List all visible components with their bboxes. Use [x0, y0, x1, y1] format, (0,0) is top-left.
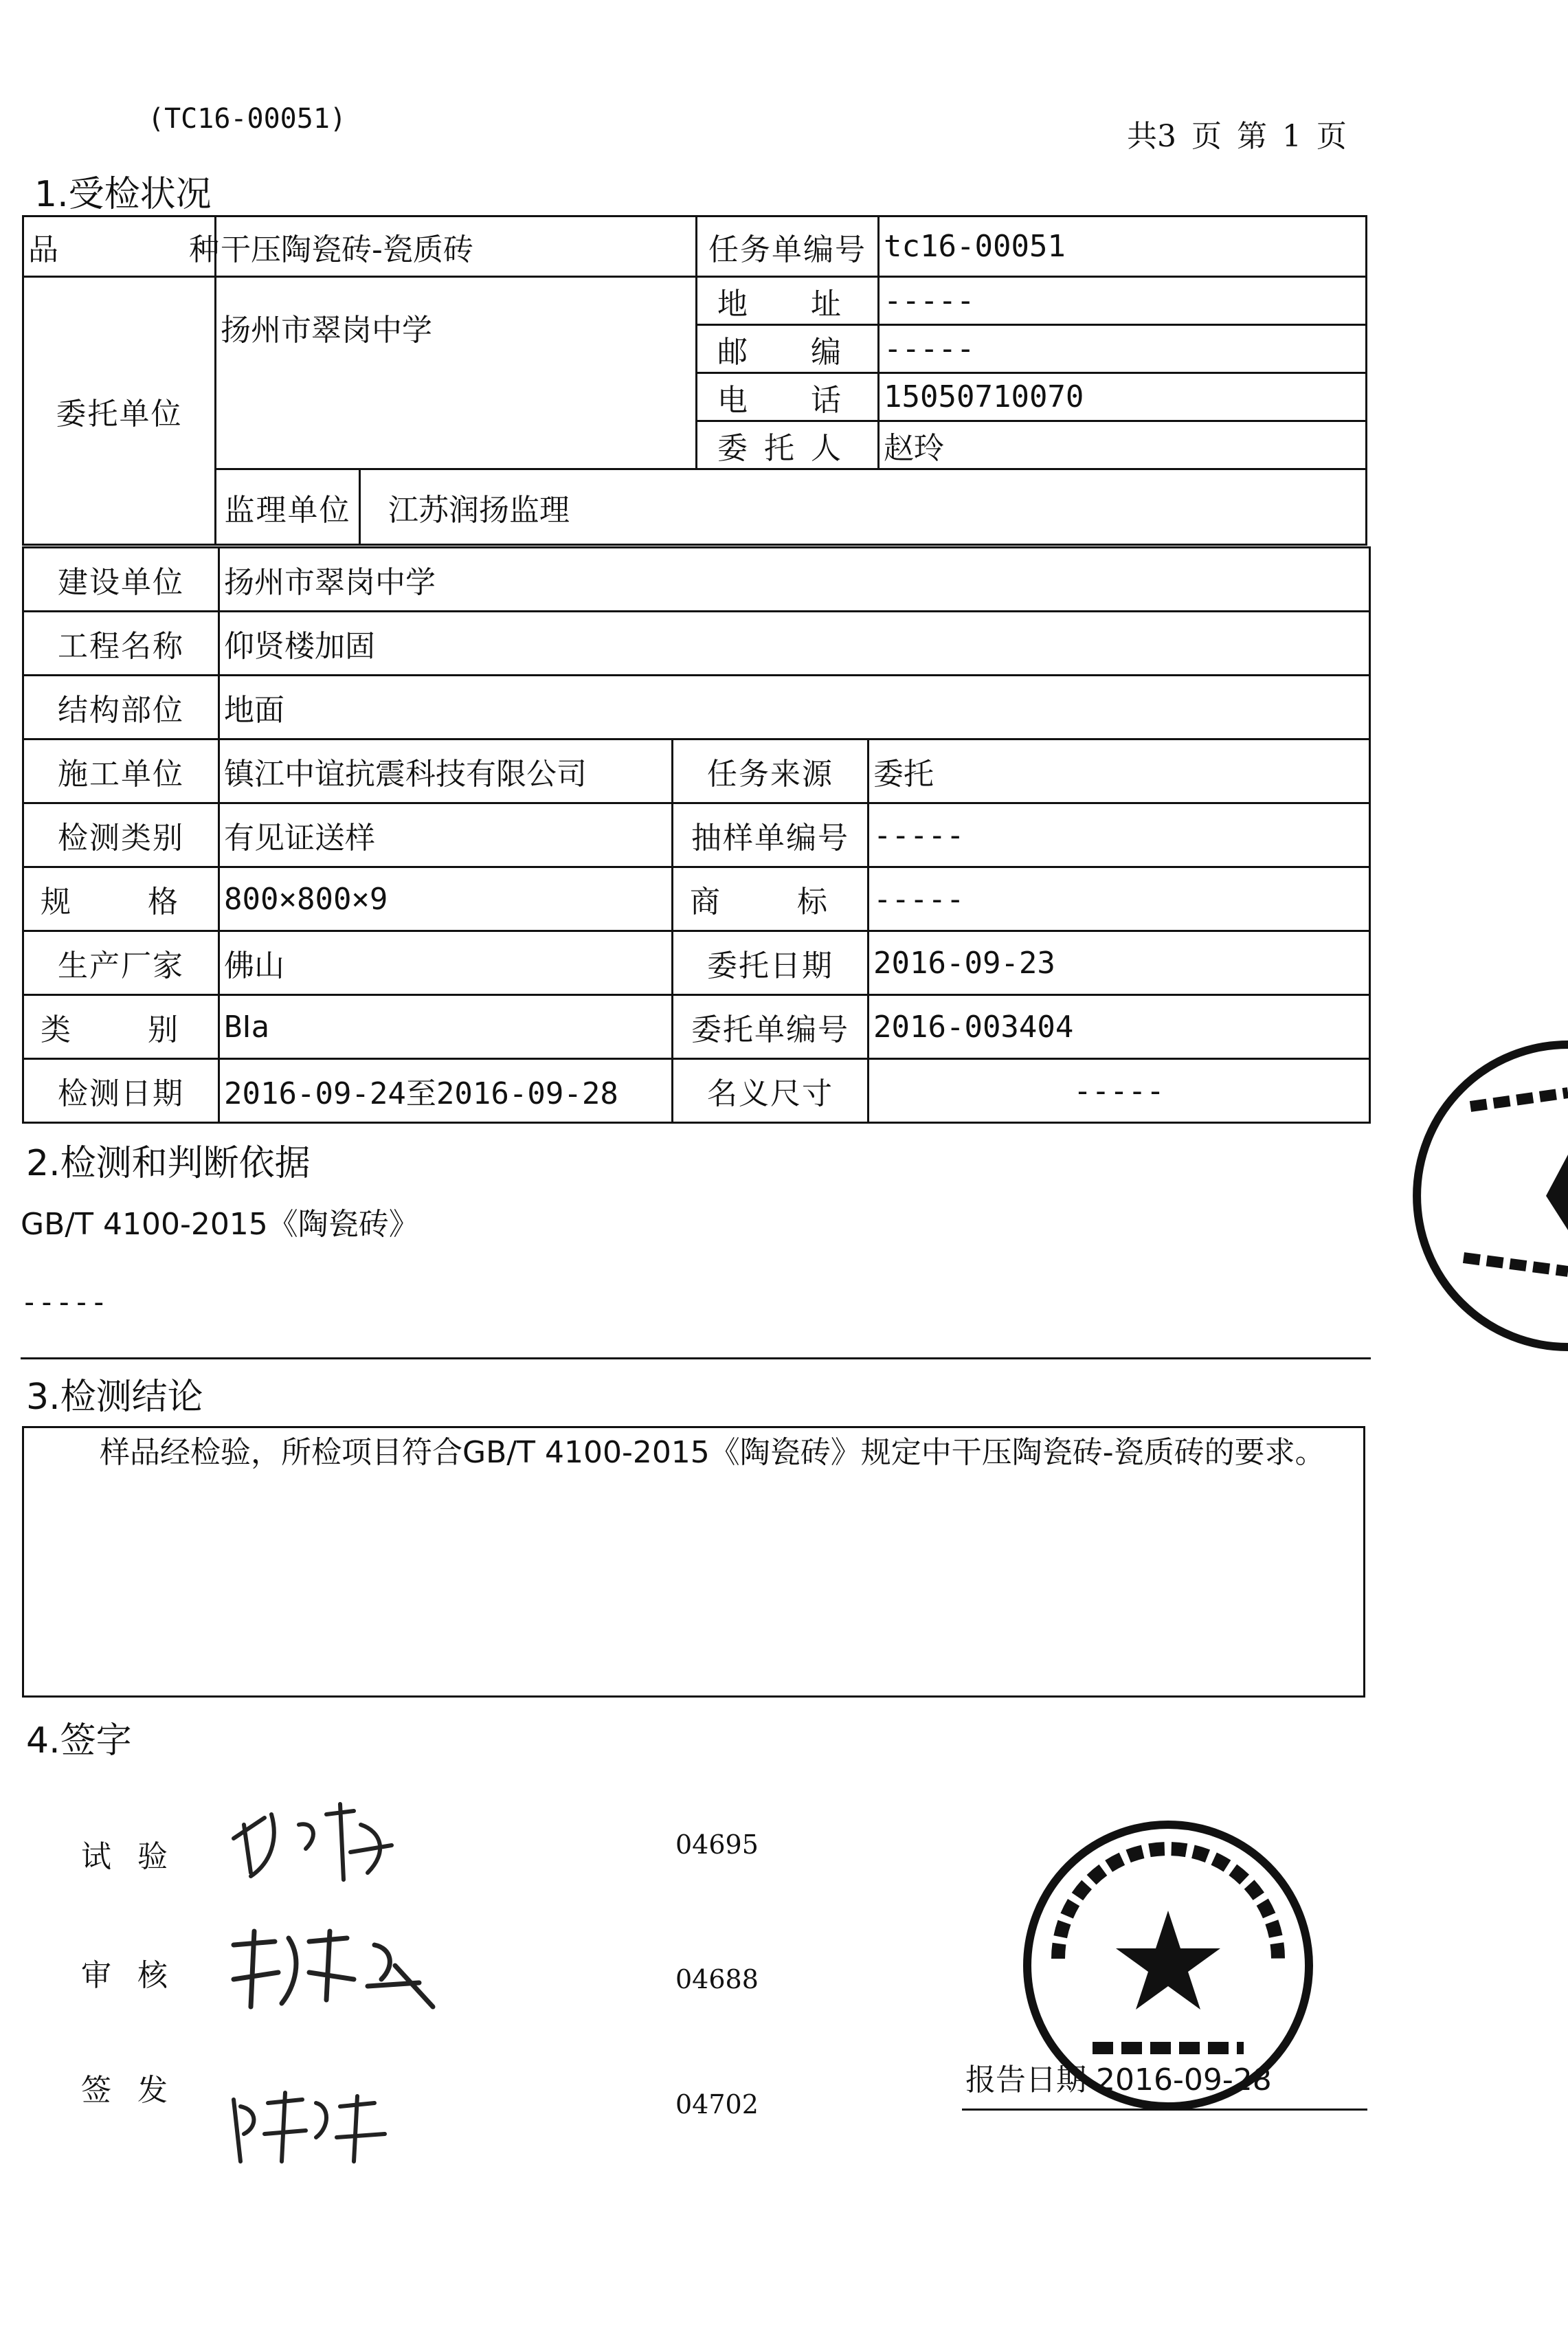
postcode-value: ----- [879, 325, 1367, 373]
entrust-date-label: 委托日期 [673, 931, 869, 995]
spec-label: 规 格 [23, 867, 219, 931]
section-2-title: 2.检测和判断依据 [26, 1143, 311, 1184]
test-type-value: 有见证送样 [219, 803, 673, 867]
category-label: 类 别 [23, 995, 219, 1059]
sample-no-value: ----- [869, 803, 1370, 867]
builder-value: 扬州市翠岗中学 [219, 548, 1370, 612]
task-no-value: tc16-00051 [879, 216, 1367, 277]
tester-number: 04695 [675, 1829, 759, 1860]
task-no-label: 任务单编号 [697, 216, 879, 277]
signature-issuer [227, 2086, 405, 2168]
client-label: 委托单位 [23, 277, 216, 545]
issuer-number: 04702 [675, 2089, 759, 2120]
brand-value: ----- [869, 867, 1370, 931]
sample-no-label: 抽样单编号 [673, 803, 869, 867]
test-date-label: 检测日期 [23, 1059, 219, 1123]
test-label: 试验 [81, 1839, 194, 1874]
official-seal [1017, 1814, 1319, 2117]
contractor-value: 镇江中谊抗震科技有限公司 [219, 739, 673, 803]
builder-label: 建设单位 [23, 548, 219, 612]
conclusion-box [22, 1426, 1365, 1698]
postcode-label: 邮 编 [697, 325, 879, 373]
partial-seal-margin [1443, 1031, 1568, 1361]
phone-label: 电 话 [697, 373, 879, 421]
supervisor-label: 监理单位 [216, 469, 360, 545]
address-value: ----- [879, 277, 1367, 325]
page-count: 共3 页 第 1 页 [1127, 119, 1347, 154]
entrust-no-label: 委托单编号 [673, 995, 869, 1059]
contractor-label: 施工单位 [23, 739, 219, 803]
project-label: 工程名称 [23, 612, 219, 676]
section-1-title: 1.受检状况 [34, 174, 212, 215]
section-3-title: 3.检测结论 [26, 1377, 203, 1418]
section-2-rule [21, 1357, 1371, 1359]
section-4-title: 4.签字 [26, 1720, 132, 1761]
maker-label: 生产厂家 [23, 931, 219, 995]
address-label: 地 址 [697, 277, 879, 325]
variety-value: 干压陶瓷砖-瓷质砖 [216, 216, 697, 277]
test-basis-extra: ----- [21, 1285, 108, 1319]
review-label: 审核 [81, 1958, 194, 1993]
inspection-table-bottom [22, 546, 1371, 1124]
issue-label: 签发 [81, 2073, 194, 2108]
spec-value: 800×800×9 [219, 867, 673, 931]
task-source-value: 委托 [869, 739, 1370, 803]
variety-label: 品 种 [23, 216, 216, 277]
client-value: 扬州市翠岗中学 [216, 277, 697, 469]
principal-label: 委托人 [697, 421, 879, 469]
signature-reviewer [227, 1917, 447, 2014]
conclusion-text: 样品经检验，所检项目符合GB/T 4100-2015《陶瓷砖》规定中干压陶瓷砖-瓷质砖的要求。 [100, 1435, 1325, 1470]
nominal-value: ----- [869, 1059, 1370, 1123]
phone-value: 15050710070 [879, 373, 1367, 421]
nominal-label: 名义尺寸 [673, 1059, 869, 1123]
test-basis: GB/T 4100-2015《陶瓷砖》 [21, 1207, 419, 1242]
part-label: 结构部位 [23, 676, 219, 739]
supervisor-value: 江苏润扬监理 [360, 469, 1367, 545]
test-date-value: 2016-09-24至2016-09-28 [219, 1059, 673, 1123]
reviewer-number: 04688 [675, 1964, 759, 1994]
project-value: 仰贤楼加固 [219, 612, 1370, 676]
part-value: 地面 [219, 676, 1370, 739]
task-source-label: 任务来源 [673, 739, 869, 803]
maker-value: 佛山 [219, 931, 673, 995]
entrust-date-value: 2016-09-23 [869, 931, 1370, 995]
principal-value: 赵玲 [879, 421, 1367, 469]
inspection-table-top [22, 215, 1367, 546]
report-date: 报告日期 2016-09-28 [965, 2062, 1272, 2098]
test-type-label: 检测类别 [23, 803, 219, 867]
brand-label: 商 标 [673, 867, 869, 931]
entrust-no-value: 2016-003404 [869, 995, 1370, 1059]
signature-tester [223, 1797, 402, 1893]
report-code: (TC16-00051) [148, 103, 346, 135]
category-value: BⅠa [219, 995, 673, 1059]
